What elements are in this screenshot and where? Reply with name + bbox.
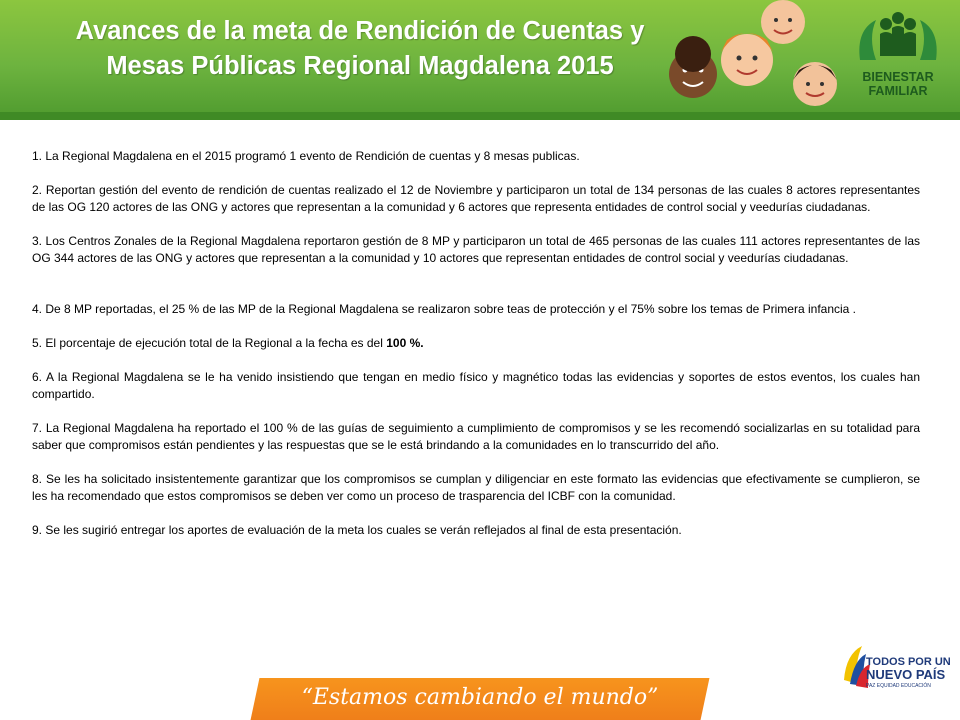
page-title: [40, 14, 680, 84]
family-icon: [846, 8, 950, 68]
header-band: [0, 112, 960, 120]
child-hair-left: [675, 36, 711, 72]
title-line-1: Avances de la meta de Rendición de Cuentas y: [75, 17, 645, 45]
list-item: 6. A la Regional Magdalena se le ha venido insistiendo que tengan en medio físico y magnético todas las evidencias y soportes de estos eventos, los cuales han compartido.: [32, 370, 920, 401]
gov-text-line-3: PAZ EQUIDAD EDUCACIÓN: [866, 683, 931, 689]
logo-text-line-2: FAMILIAR: [868, 84, 928, 98]
report-body: [32, 148, 920, 539]
bienestar-familiar-logo: [846, 8, 950, 104]
children-illustration: [655, 0, 845, 110]
list-item-5: [32, 335, 920, 352]
list-item: 4. De 8 MP reportadas, el 25 % de las MP de la Regional Magdalena se realizaron sobre teas de protección y el 75% sobre los temas de Primera infancia .: [32, 302, 857, 316]
gov-text-line-2: NUEVO PAÍS: [866, 667, 946, 682]
list-item: 2. Reportan gestión del evento de rendición de cuentas realizado el 12 de Noviembre y participaron un total de 134 personas de las cuales 8 actores representantes de las OG 120 actores de las ONG y actores que representan a la comunidad y 6 actores que representa entidades de control social y veedurías ciudadanas.: [32, 183, 920, 214]
list-item: 7. La Regional Magdalena ha reportado el 100 % de las guías de seguimiento a cumplimiento de compromisos y se les recomendó socializarlas en su totalidad para saber que compromisos están pendientes y las respuestas que se le está brindando a la comunidades en lo transcurrido del año.: [32, 421, 920, 452]
list-item: 3. Los Centros Zonales de la Regional Magdalena reportaron gestión de 8 MP y participaron un total de 465 personas de las cuales 111 actores representantes de las OG 344 actores de las ONG y actores que representan a la comunidad y 10 actores que representan entidades de control social y veedurías ciudadanas.: [32, 234, 920, 265]
title-line-2: Mesas Públicas Regional Magdalena 2015: [106, 52, 614, 80]
item-5-text: 5. El porcentaje de ejecución total de la Regional a la fecha es del: [32, 336, 383, 350]
list-item: 1. La Regional Magdalena en el 2015 programó 1 evento de Rendición de cuentas y 8 mesas publicas.: [32, 149, 580, 163]
list-item: 8. Se les ha solicitado insistentemente garantizar que los compromisos se cumplan y diligenciar en este formato las evidencias que efectivamente se cumplieron, se les ha recomendado que estos compromisos se deben ver como un proceso de trasparencia del ICBF con la comunidad.: [32, 472, 920, 503]
list-item: 9. Se les sugirió entregar los aportes de evaluación de la meta los cuales se verán reflejados al final de esta presentación.: [32, 523, 682, 537]
gov-text-line-1: TODOS POR UN: [866, 656, 951, 668]
child-face-right: [793, 62, 837, 106]
item-5-percentage: 100 %.: [386, 336, 424, 350]
child-face-top: [761, 0, 805, 44]
slogan-text: “Estamos cambiando el mundo”: [301, 685, 659, 710]
logo-text-line-1: BIENESTAR: [862, 70, 934, 84]
